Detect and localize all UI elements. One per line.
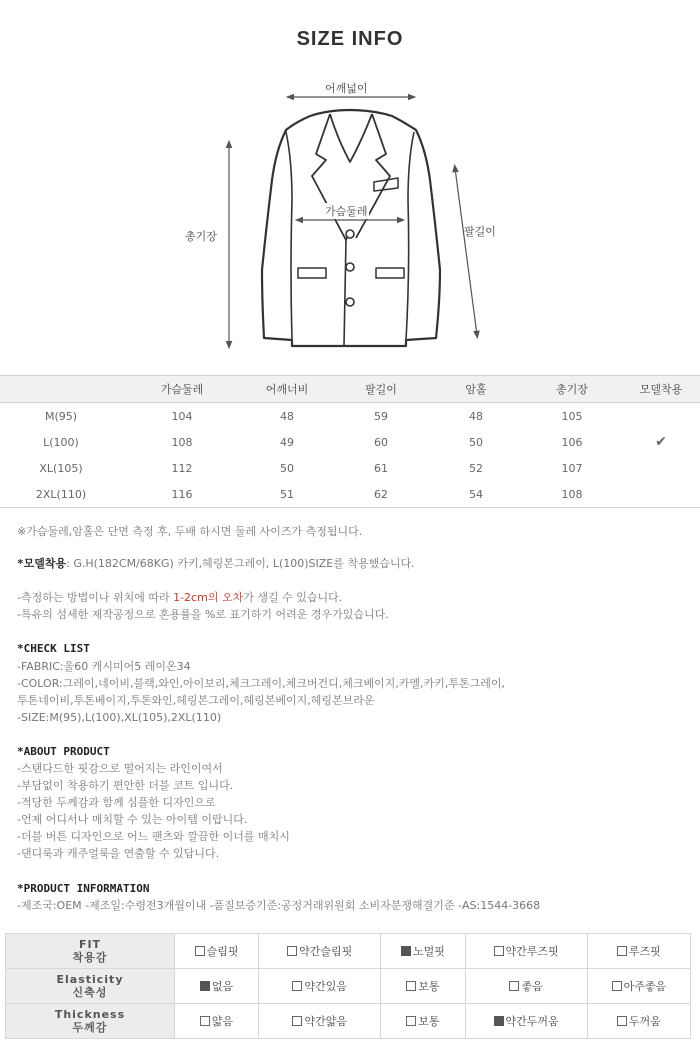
option-label: 약간루즈핏 bbox=[505, 945, 559, 958]
checkbox-icon bbox=[617, 946, 627, 956]
elasticity-row bbox=[6, 969, 691, 1004]
shoulder-cell: 51 bbox=[242, 481, 332, 508]
option-label: 아주좋음 bbox=[623, 980, 667, 993]
size-table bbox=[0, 375, 700, 508]
option-label: 루즈핏 bbox=[628, 945, 661, 958]
about-line: -더블 버튼 디자인으로 어느 팬츠와 깔끔한 이너를 매치시 bbox=[17, 830, 290, 843]
error-note bbox=[17, 589, 342, 606]
shoulder-cell: 48 bbox=[280, 409, 294, 423]
about-line: -언제 어디서나 매치할 수 있는 아이템 이랍니다. bbox=[17, 813, 248, 826]
check-list-color: -COLOR:그레이,네이비,블랙,와인,아이보리,체크그레이,체크버건디,체크베이지,카멜,카키,투톤그레이, bbox=[17, 677, 505, 690]
model-note-text: : G.H(182CM/68KG) 카키,헤링본그레이, L(100)SIZE를 착용했습니다. bbox=[66, 557, 415, 570]
checkbox-checked-icon bbox=[401, 946, 411, 956]
shoulder-cell: 49 bbox=[280, 435, 294, 449]
checkbox-icon bbox=[509, 981, 519, 991]
elasticity-option bbox=[259, 969, 381, 1004]
option-label: 보통 bbox=[418, 980, 440, 993]
shoulder-label: 어깨넓이 bbox=[325, 82, 368, 95]
chest-label: 가슴둘레 bbox=[325, 205, 368, 218]
about-line: -적당한 두께감과 함께 심플한 디자인으로 bbox=[17, 796, 216, 809]
fit-option bbox=[259, 934, 381, 969]
page-title: SIZE INFO bbox=[296, 28, 404, 50]
elasticity-option bbox=[587, 969, 690, 1004]
sleeve-cell: 62 bbox=[332, 481, 430, 508]
option-label: 약간슬림핏 bbox=[299, 945, 353, 958]
header-armhole: 암홀 bbox=[430, 376, 522, 403]
size-table-header bbox=[0, 376, 700, 403]
jacket-buttons bbox=[346, 230, 354, 306]
thickness-option bbox=[465, 1004, 587, 1039]
option-label: 얇음 bbox=[211, 1015, 234, 1028]
shoulder-cell: 50 bbox=[280, 461, 294, 475]
fit-option bbox=[381, 934, 465, 969]
thickness-option bbox=[175, 1004, 259, 1039]
model-cell bbox=[622, 455, 700, 481]
fit-option bbox=[465, 934, 587, 969]
elasticity-option bbox=[175, 969, 259, 1004]
check-list-color-cont: 투톤네이비,투톤베이지,투톤와인,헤링본그레이,헤링본베이지,헤링본브라운 bbox=[17, 694, 375, 707]
model-cell bbox=[622, 481, 700, 508]
chest-cell: 108 bbox=[171, 435, 193, 449]
about-line: -부담없이 착용하기 편안한 더블 코트 입니다. bbox=[17, 779, 234, 792]
fit-option bbox=[587, 934, 690, 969]
elasticity-label-en: Elasticity bbox=[56, 973, 124, 986]
jacket-outline bbox=[262, 110, 440, 346]
size-cell: XL(105) bbox=[39, 461, 83, 475]
checkbox-icon bbox=[195, 946, 205, 956]
elasticity-label bbox=[6, 969, 175, 1004]
about-line: -스탠다드한 핏감으로 떨어지는 라인이여서 bbox=[17, 762, 223, 775]
option-label: 약간얇음 bbox=[304, 1015, 347, 1028]
checkbox-icon bbox=[292, 1016, 302, 1026]
table-row bbox=[0, 429, 700, 455]
fit-label bbox=[6, 934, 175, 969]
sleeve-label: 팔길이 bbox=[464, 225, 496, 238]
header-sleeve: 팔길이 bbox=[332, 376, 430, 403]
size-cell: M(95) bbox=[44, 409, 78, 423]
header-shoulder: 어깨너비 bbox=[242, 376, 332, 403]
error-note-highlight: 1-2cm의 오차 bbox=[173, 591, 244, 604]
header-length: 총기장 bbox=[522, 376, 622, 403]
checkbox-checked-icon bbox=[200, 981, 210, 991]
header-chest: 가슴둘레 bbox=[122, 376, 242, 403]
length-label: 총기장 bbox=[185, 230, 217, 243]
checkbox-icon bbox=[406, 981, 416, 991]
table-row bbox=[0, 481, 700, 508]
thickness-label-en: Thickness bbox=[54, 1008, 126, 1021]
thickness-option bbox=[587, 1004, 690, 1039]
option-label: 없음 bbox=[211, 980, 234, 993]
model-note bbox=[17, 555, 415, 572]
feel-table bbox=[5, 933, 691, 1039]
option-label: 약간있음 bbox=[304, 980, 347, 993]
armhole-cell: 50 bbox=[469, 435, 483, 449]
checkbox-icon bbox=[494, 946, 504, 956]
checkbox-icon bbox=[287, 946, 297, 956]
armhole-cell: 52 bbox=[469, 461, 483, 475]
elasticity-option bbox=[381, 969, 465, 1004]
length-cell: 107 bbox=[561, 461, 583, 475]
option-label: 약간두꺼움 bbox=[505, 1015, 559, 1028]
option-label: 슬림핏 bbox=[206, 945, 239, 958]
thickness-option bbox=[259, 1004, 381, 1039]
thickness-label bbox=[6, 1004, 175, 1039]
fit-option bbox=[175, 934, 259, 969]
length-cell: 108 bbox=[522, 481, 622, 508]
checkbox-icon bbox=[292, 981, 302, 991]
size-cell: 2XL(110) bbox=[0, 481, 122, 508]
error-note-pre: -측정하는 방법이나 위치에 따라 bbox=[17, 591, 174, 604]
header-model: 모델착용 bbox=[622, 376, 700, 403]
length-cell: 105 bbox=[561, 409, 583, 423]
option-label: 보통 bbox=[418, 1015, 440, 1028]
size-cell: L(100) bbox=[43, 435, 79, 449]
thickness-row bbox=[6, 1004, 691, 1039]
table-row bbox=[0, 403, 700, 430]
about-heading: *ABOUT PRODUCT bbox=[17, 745, 110, 758]
sleeve-cell: 59 bbox=[374, 409, 388, 423]
armhole-cell: 48 bbox=[469, 409, 483, 423]
checkbox-icon bbox=[200, 1016, 210, 1026]
chest-cell: 104 bbox=[171, 409, 193, 423]
fit-label-en: FIT bbox=[78, 938, 102, 951]
measure-note: ※가슴둘레,암홀은 단면 측정 후, 두배 하시면 둘레 사이즈가 측정됩니다. bbox=[17, 525, 363, 538]
checkbox-checked-icon bbox=[494, 1016, 504, 1026]
thickness-option bbox=[381, 1004, 465, 1039]
checkbox-icon bbox=[612, 981, 622, 991]
model-note-label: *모델착용 bbox=[17, 557, 67, 570]
table-row bbox=[0, 455, 700, 481]
header-size bbox=[0, 376, 122, 403]
model-cell bbox=[622, 403, 700, 430]
elasticity-option bbox=[465, 969, 587, 1004]
check-list-size: -SIZE:M(95),L(100),XL(105),2XL(110) bbox=[17, 711, 222, 724]
sleeve-cell: 60 bbox=[374, 435, 388, 449]
fit-row bbox=[6, 934, 691, 969]
elasticity-label-ko: 신축성 bbox=[72, 986, 108, 999]
length-cell: 106 bbox=[561, 435, 583, 449]
check-list-fabric: -FABRIC:울60 캐시미어5 레이온34 bbox=[17, 660, 191, 673]
thickness-label-ko: 두께감 bbox=[72, 1021, 108, 1034]
chest-cell: 112 bbox=[171, 461, 193, 475]
option-label: 노멀핏 bbox=[412, 945, 445, 958]
product-info-text: -제조국:OEM -제조일:수령전3개월이내 -품질보증기준:공정거래위원회 소비자분쟁해결기준 -AS:1544-3668 bbox=[17, 899, 541, 912]
checkbox-icon bbox=[617, 1016, 627, 1026]
error-note-post: 가 생길 수 있습니다. bbox=[243, 591, 343, 604]
check-list-heading: *CHECK LIST bbox=[17, 642, 90, 655]
mix-note: -특유의 섬세한 제작공정으로 혼용률을 %로 표기하기 어려운 경우가있습니다. bbox=[17, 608, 389, 621]
checkbox-icon bbox=[406, 1016, 416, 1026]
option-label: 좋음 bbox=[521, 980, 543, 993]
product-info-heading: *PRODUCT INFORMATION bbox=[17, 882, 150, 895]
armhole-cell: 54 bbox=[430, 481, 522, 508]
option-label: 두꺼움 bbox=[628, 1015, 661, 1028]
model-check-icon: ✔ bbox=[655, 434, 667, 450]
about-line: -댄디룩과 캐주얼룩을 연출할 수 있답니다. bbox=[17, 847, 220, 860]
fit-label-ko: 착용감 bbox=[72, 951, 108, 964]
chest-cell: 116 bbox=[122, 481, 242, 508]
sleeve-cell: 61 bbox=[374, 461, 388, 475]
